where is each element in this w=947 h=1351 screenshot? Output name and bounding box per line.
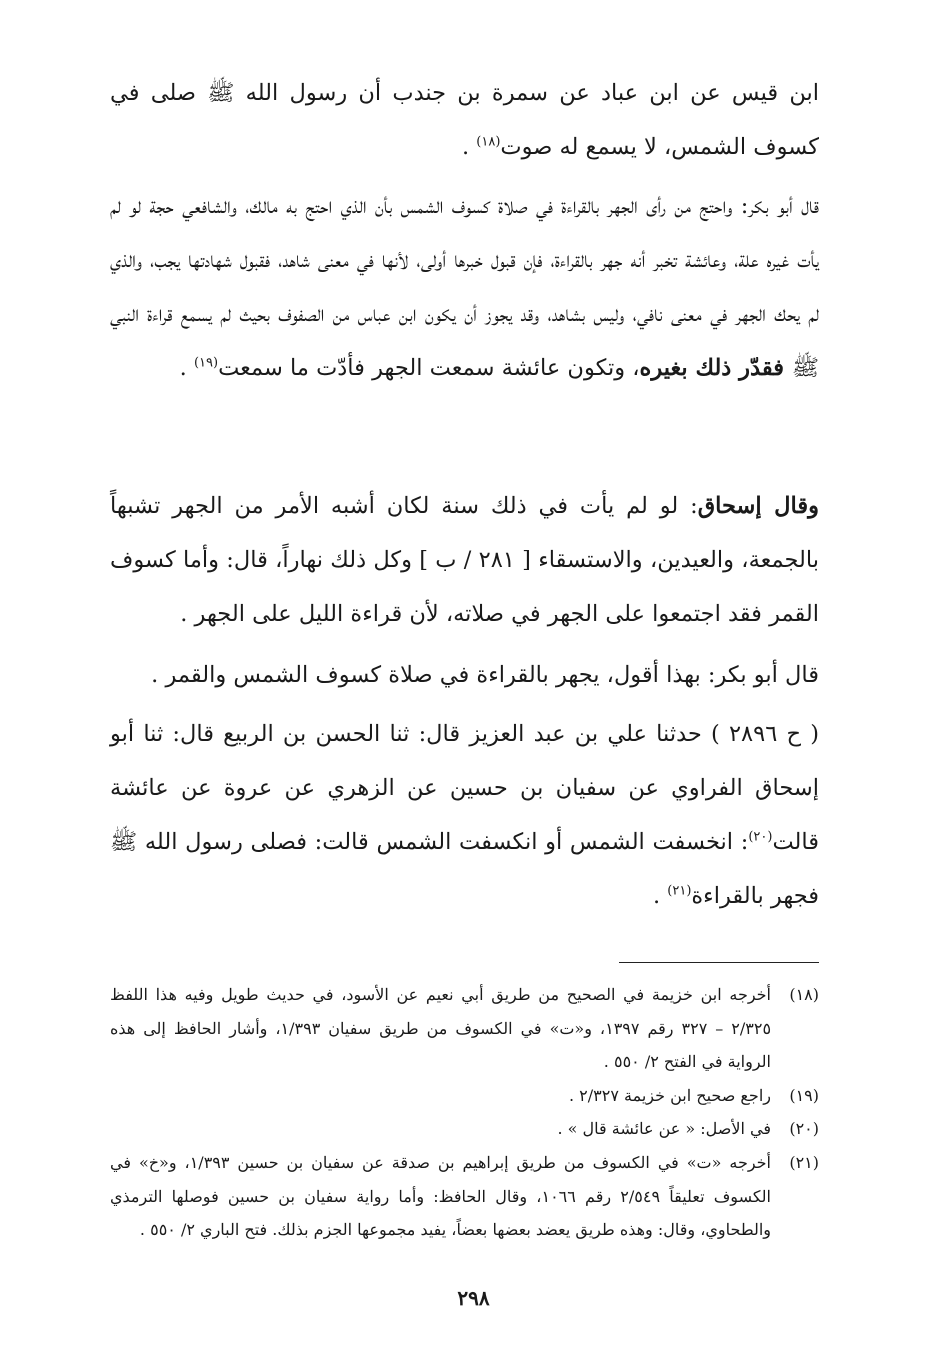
footnote-18	[110, 978, 819, 1079]
paragraph-end: .	[179, 355, 194, 381]
footnote-number: (٢٠)	[789, 1119, 819, 1139]
footnote-20	[110, 1112, 819, 1146]
paragraph-end: .	[461, 134, 477, 160]
page-number: ٢٩٨	[457, 1286, 490, 1310]
footnote-number: (١٩)	[789, 1085, 819, 1105]
paragraph-hadith-samura	[110, 66, 819, 174]
footnote-number: (٢١)	[789, 1152, 819, 1172]
footnote-text: في الأصل: « عن عائشة قال » .	[557, 1119, 771, 1139]
paragraph-text: ، وتكون عائشة سمعت الجهر فأدّت ما سمعت	[218, 355, 640, 381]
paragraph-ishaq-opinion	[110, 479, 819, 641]
footnote-ref-19: (١٩)	[193, 355, 219, 371]
paragraph-text: ابن قيس عن ابن عباد عن سمرة بن جندب أن رسول الله ﷺ صلى في كسوف الشمس، لا يسمع له صوت	[110, 80, 819, 160]
footnotes	[110, 978, 819, 1247]
bold-phrase: فقدّر ذلك بغيره	[639, 355, 792, 381]
paragraph-text: قال أبو بكر: بهذا أقول، يجهر بالقراءة في صلاة كسوف الشمس والقمر .	[151, 662, 819, 688]
footnote-ref-21: (٢١)	[667, 883, 692, 899]
paragraph-abu-bakr-argument	[110, 179, 819, 395]
footnote-21	[110, 1146, 819, 1247]
footnote-19	[110, 1079, 819, 1113]
footnote-text: راجع صحيح ابن خزيمة ٢/٣٢٧ .	[568, 1085, 771, 1105]
paragraph-text: : انخسفت الشمس أو انكسفت الشمس قالت: فصلى رسول الله ﷺ فجهر بالقراءة	[110, 829, 819, 909]
footnote-text: أخرجه «ت» في الكسوف من طريق إبراهيم بن صدقة عن سفيان بن حسين ١/٣٩٣، و«خ» في الكسوف تعليقاً ٢/٥٤٩ رقم ١٠٦٦، وقال الحافظ: وأما رواية سفيان بن حسين فوصلها الترمذي والطحاوي، وقال: وهذه طريق يعضد بعضها بعضاً، يفيد مجموعها الجزم بذلك. فتح الباري ٢/ ٥٥٠ .	[110, 1152, 772, 1240]
paragraph-hadith-2896	[110, 707, 819, 923]
footnote-text: أخرجه ابن خزيمة في الصحيح من طريق أبي نعيم عن الأسود، في حديث طويل وفيه هذا اللفظ ٢/٣٢٥ – ٣٢٧ رقم ١٣٩٧، و«ت» في الكسوف من طريق سفيان ١/٣٩٣، وأشار الحافظ إلى هذه الرواية في الفتح ٢/ ٥٥٠ .	[110, 985, 772, 1072]
paragraph-abu-bakr-verdict	[110, 648, 819, 702]
paragraph-text: قال أبو بكر: واحتج من رأى الجهر بالقراءة في صلاة كسوف الشمس بأن الذي احتج به مالك، والشافعي حجة لو لم يأت غيره علة، وعائشة تخبر أنه جهر بالقراءة، فإن قبول خبرها أولى، لأنها في معنى شاهد، فقبول شهادتها يجب، والذي لم يحك الجهر في معنى نافي، وليس بشاهد، وقد يجوز أن يكون ابن عباس من الصفوف بحيث لم يسمع قراءة النبي ﷺ	[110, 193, 819, 381]
footnote-divider	[619, 962, 819, 963]
paragraph-text: ( ح ٢٨٩٦ ) حدثنا علي بن عبد العزيز قال: ثنا الحسن بن الربيع قال: ثنا أبو إسحاق الفراوي عن سفيان بن حسين عن الزهري عن عروة عن عائشة قالت	[110, 721, 819, 855]
speaker-name: وقال إسحاق	[697, 493, 819, 519]
footnote-ref-20: (٢٠)	[748, 829, 773, 845]
footnote-number: (١٨)	[789, 985, 819, 1004]
paragraph-text: : لو لم يأت في ذلك سنة لكان أشبه الأمر من الجهر تشبهاً بالجمعة، والعيدين، والاستسقاء [ ٢٨١ / ب ] وكل ذلك نهاراً، قال: وأما كسوف القمر فقد اجتمعوا على الجهر في صلاته، لأن قراءة الليل على الجهر .	[110, 493, 819, 627]
paragraph-end: .	[652, 883, 668, 909]
footnote-ref-18: (١٨)	[476, 134, 501, 150]
